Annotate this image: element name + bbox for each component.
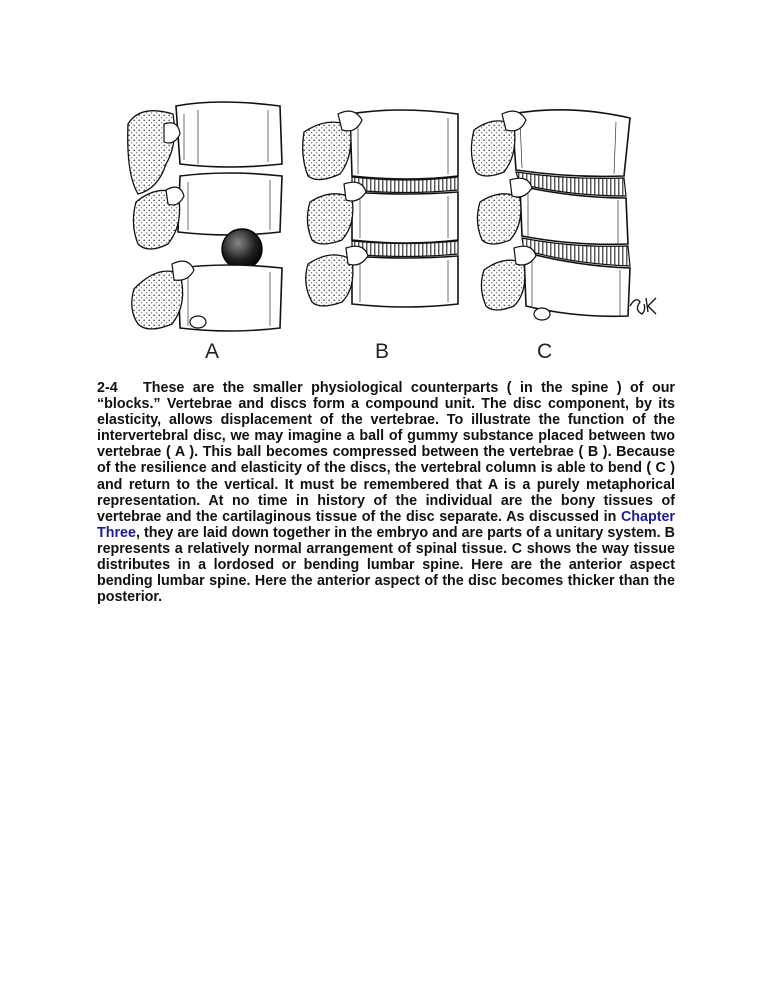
figure-label-a: A	[205, 340, 220, 363]
spine-c	[471, 110, 630, 320]
vertebrae-drawing	[118, 84, 658, 364]
chapter-three-link[interactable]: Chapter Three	[97, 508, 675, 541]
figure-label-c: C	[537, 340, 553, 363]
spine-illustration	[118, 84, 658, 364]
caption-text-continued: , they are laid down together in the embryo and are parts of a unitary system. B represents a relatively normal arrangement of spinal tissue. C shows the way tissue distributes in a lordosed or bending lumbar spine. Here are the anterior aspect bending lumbar spine. Here the anterior aspect of the disc becomes thicker than the posterior.	[97, 524, 675, 606]
caption-number: 2-4	[97, 380, 118, 396]
spine-a	[128, 102, 282, 331]
spine-b	[303, 110, 458, 307]
gummy-ball	[222, 229, 262, 269]
figure-caption	[97, 380, 675, 605]
figure-label-b: B	[375, 340, 390, 363]
artist-signature	[630, 298, 656, 314]
caption-text: These are the smaller physiological counterparts ( in the spine ) of our “blocks.” Vertebrae and discs form a compound unit. The disc component, by its elasticity, allows displacement of the vertebrae. To illustrate the function of the intervertebral disc, we may imagine a ball of gummy substance placed between two vertebrae ( A ). This ball becomes compressed between the vertebrae ( B ). Because of the resilience and elasticity of the discs, the vertebral column is able to bend ( C ) and return to the vertical. It must be remembered that A is a purely metaphorical representation. At no time in history of the individual are the bony tissues of vertebrae and the cartilaginous tissue of the disc separate. As discussed in	[97, 380, 675, 525]
